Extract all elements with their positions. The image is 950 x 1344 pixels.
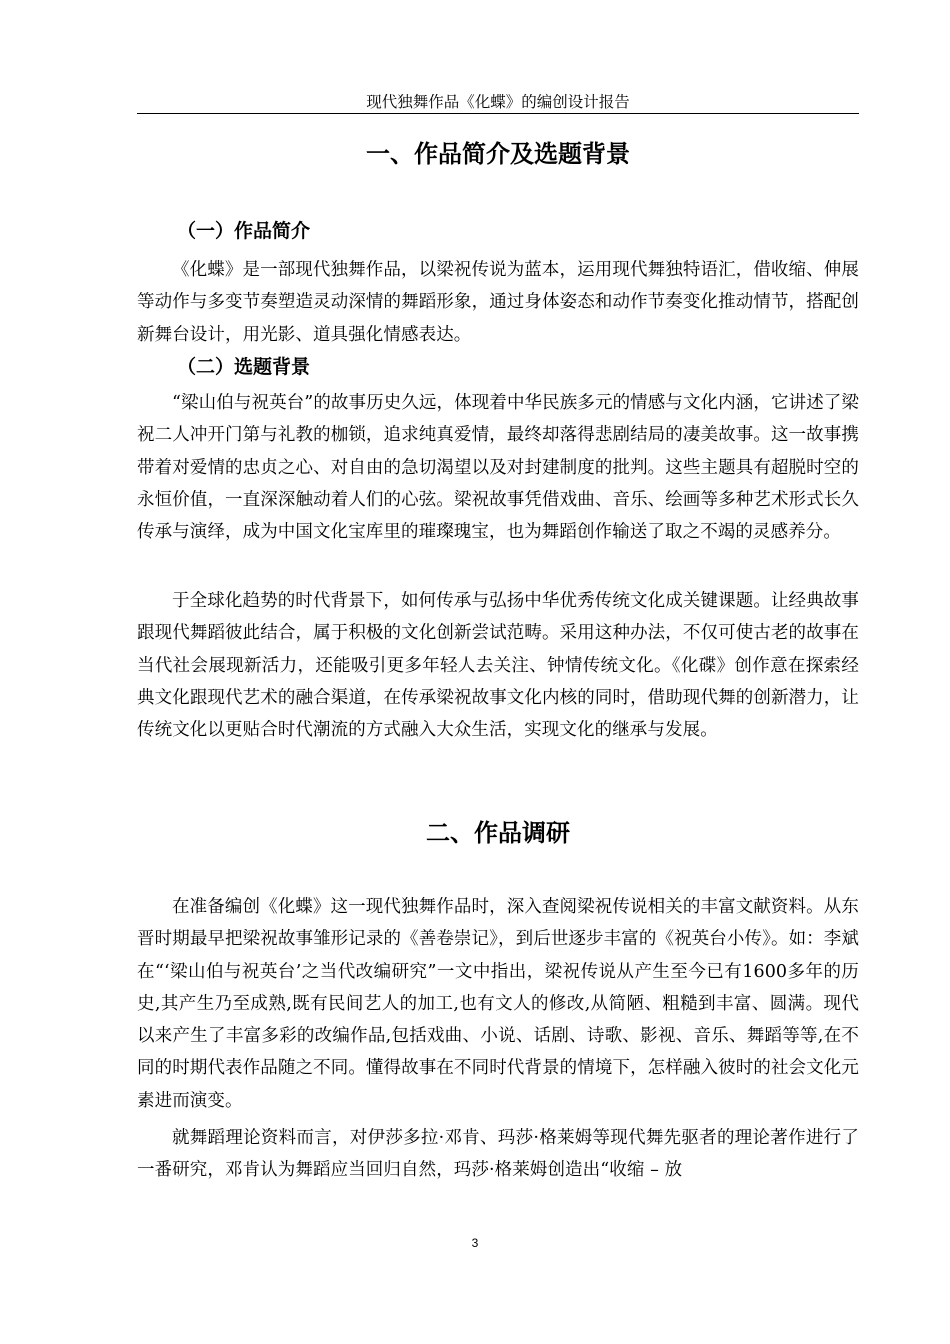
subsection-2-heading: （二）选题背景	[177, 356, 311, 378]
subsection-1-heading: （一）作品简介	[177, 220, 311, 242]
background-paragraph-1: “梁山伯与祝英台”的故事历史久远，体现着中华民族多元的情感与文化内涵，它讲述了梁祝二人冲开门第与礼教的枷锁，追求纯真爱情，最终却落得悲剧结局的凄美故事。这一故事携带着对爱情的忠贞之心、对自由的急切渴望以及对封建制度的批判。这些主题具有超脱时空的永恒价值，一直深深触动着人们的心弦。梁祝故事凭借戏曲、音乐、绘画等多种艺术形式长久传承与演绎，成为中国文化宝库里的璀璨瑰宝，也为舞蹈创作输送了取之不竭的灵感养分。	[137, 393, 859, 543]
research-paragraph-1: 在准备编创《化蝶》这一现代独舞作品时，深入查阅梁祝传说相关的丰富文献资料。从东晋时期最早把梁祝故事雏形记录的《善卷崇记》，到后世逐步丰富的《祝英台小传》。如：李斌在“‘梁山伯与祝英台’之当代改编研究”一文中指出，梁祝传说从产生至今已有1600多年的历史,其产生乃至成熟,既有民间艺人的加工,也有文人的修改,从简陋、粗糙到丰富、圆满。现代以来产生了丰富多彩的改编作品,包括戏曲、小说、话剧、诗歌、影视、音乐、舞蹈等等,在不同的时期代表作品随之不同。懂得故事在不同时代背景的情境下，怎样融入彼时的社会文化元素进而演变。	[137, 897, 859, 1111]
section-1-heading: 一、作品简介及选题背景	[366, 140, 630, 168]
background-paragraph-2: 于全球化趋势的时代背景下，如何传承与弘扬中华优秀传统文化成关键课题。让经典故事跟现代舞蹈彼此结合，属于积极的文化创新尝试范畴。采用这种办法，不仅可使古老的故事在当代社会展现新活力，还能吸引更多年轻人去关注、钟情传统文化。《化碟》创作意在探索经典文化跟现代艺术的融合渠道，在传承梁祝故事文化内核的同时，借助现代舞的创新潜力，让传统文化以更贴合时代潮流的方式融入大众生活，实现文化的继承与发展。	[137, 591, 859, 741]
intro-paragraph: 《化蝶》是一部现代独舞作品，以梁祝传说为蓝本，运用现代舞独特语汇，借收缩、伸展等动作与多变节奏塑造灵动深情的舞蹈形象，通过身体姿态和动作节奏变化推动情节，搭配创新舞台设计，用光影、道具强化情感表达。	[137, 260, 859, 345]
section-2-heading: 二、作品调研	[426, 819, 570, 847]
running-header: 现代独舞作品《化蝶》的编创设计报告	[137, 92, 859, 114]
page-number: 3	[471, 1236, 479, 1250]
research-paragraph-2: 就舞蹈理论资料而言，对伊莎多拉·邓肯、玛莎·格莱姆等现代舞先驱者的理论著作进行了一番研究，邓肯认为舞蹈应当回归自然，玛莎·格莱姆创造出“收缩 – 放	[137, 1128, 859, 1181]
